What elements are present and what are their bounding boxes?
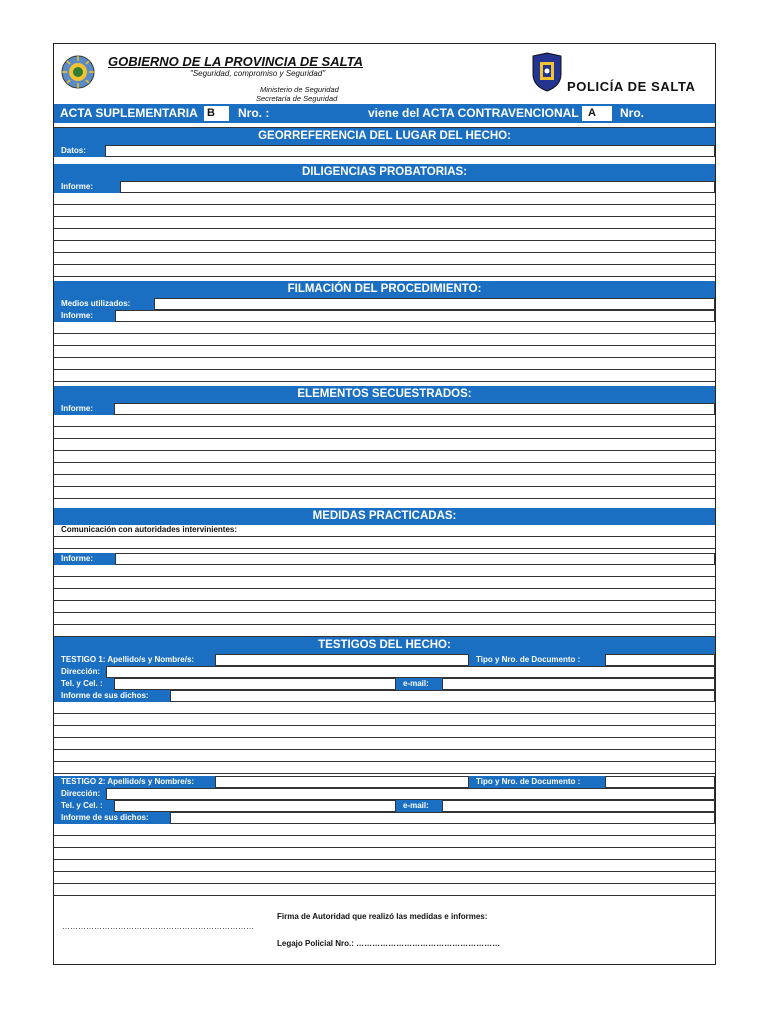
blank-line[interactable] <box>54 475 715 487</box>
blank-line[interactable] <box>54 537 715 549</box>
blank-line[interactable] <box>54 738 715 750</box>
acta-nro2-label: Nro. <box>620 106 644 120</box>
elementos-informe-row <box>54 403 715 415</box>
acta-suplementaria-field[interactable]: B <box>204 106 229 121</box>
testigo2-dichos-label: Informe de sus dichos: <box>54 812 170 824</box>
testigo2-direccion-label: Dirección: <box>54 788 106 800</box>
signature-dotted-line[interactable]: ……………………………………………………………… <box>62 922 254 931</box>
testigo1-direccion-field[interactable] <box>106 666 715 678</box>
medidas-informe-label: Informe: <box>54 553 115 565</box>
blank-line[interactable] <box>54 253 715 265</box>
blank-line[interactable] <box>54 836 715 848</box>
testigo2-tel-row <box>54 800 715 812</box>
motto: "Seguridad, compromiso y Seguridad" <box>190 69 326 78</box>
blank-line[interactable] <box>54 193 715 205</box>
firma-label: Firma de Autoridad que realizó las medidas e informes: <box>277 912 488 921</box>
section-gap <box>54 499 715 508</box>
testigo1-dichos-row <box>54 690 715 702</box>
testigo2-doc-label: Tipo y Nro. de Documento : <box>469 776 605 788</box>
blank-line[interactable] <box>54 613 715 625</box>
testigo1-name-row <box>54 654 715 666</box>
blank-line[interactable] <box>54 577 715 589</box>
secretariat-label: Secretaría de Seguridad <box>256 94 338 103</box>
ministry-label: Ministerio de Seguridad <box>260 85 339 94</box>
medidas-informe-row <box>54 553 715 565</box>
testigo1-tel-field[interactable] <box>114 678 396 690</box>
acta-contravencional-field[interactable]: A <box>582 106 612 121</box>
filmacion-informe-row <box>54 310 715 322</box>
blank-line[interactable] <box>54 589 715 601</box>
blank-line[interactable] <box>54 884 715 896</box>
diligencias-informe-row <box>54 181 715 193</box>
testigo2-direccion-row <box>54 788 715 800</box>
georef-title: GEORREFERENCIA DEL LUGAR DEL HECHO: <box>54 128 715 145</box>
blank-line[interactable] <box>54 487 715 499</box>
medidas-informe-field[interactable] <box>115 553 715 565</box>
testigo1-email-field[interactable] <box>442 678 715 690</box>
testigo1-doc-label: Tipo y Nro. de Documento : <box>469 654 605 666</box>
testigo2-email-label: e-mail: <box>396 800 442 812</box>
blank-line[interactable] <box>54 463 715 475</box>
testigo1-doc-field[interactable] <box>605 654 715 666</box>
blank-line[interactable] <box>54 217 715 229</box>
blank-line[interactable] <box>54 750 715 762</box>
testigo1-email-label: e-mail: <box>396 678 442 690</box>
blank-line[interactable] <box>54 265 715 277</box>
blank-line[interactable] <box>54 824 715 836</box>
filmacion-informe-field[interactable] <box>115 310 715 322</box>
testigo1-dichos-label: Informe de sus dichos: <box>54 690 170 702</box>
blank-line[interactable] <box>54 860 715 872</box>
testigo2-tel-label: Tel. y Cel. : <box>54 800 114 812</box>
testigos-title: TESTIGOS DEL HECHO: <box>54 637 715 654</box>
comunicacion <box>54 525 715 537</box>
blank-line[interactable] <box>54 451 715 463</box>
testigo1-direccion-label: Dirección: <box>54 666 106 678</box>
government-title: GOBIERNO DE LA PROVINCIA DE SALTA <box>108 54 363 69</box>
blank-line[interactable] <box>54 229 715 241</box>
testigo2-dichos-field[interactable] <box>170 812 715 824</box>
blank-line[interactable] <box>54 872 715 884</box>
blank-line[interactable] <box>54 625 715 637</box>
testigo2-dichos-row <box>54 812 715 824</box>
testigo2-name-row <box>54 776 715 788</box>
blank-line[interactable] <box>54 702 715 714</box>
testigo2-doc-field[interactable] <box>605 776 715 788</box>
blank-line[interactable] <box>54 714 715 726</box>
testigo1-tel-label: Tel. y Cel. : <box>54 678 114 690</box>
filmacion-title: FILMACIÓN DEL PROCEDIMIENTO: <box>54 281 715 298</box>
blank-line[interactable] <box>54 848 715 860</box>
blank-line[interactable] <box>54 322 715 334</box>
blank-line[interactable] <box>54 358 715 370</box>
testigo1-dichos-field[interactable] <box>170 690 715 702</box>
police-title: POLICÍA DE SALTA <box>567 79 696 94</box>
blank-line[interactable] <box>54 726 715 738</box>
police-shield-icon <box>530 52 564 92</box>
testigo1-tel-row <box>54 678 715 690</box>
blank-line[interactable] <box>54 427 715 439</box>
datos-label: Datos: <box>54 145 105 157</box>
form-header <box>54 44 715 103</box>
acta-nro-label: Nro. : <box>238 106 270 120</box>
testigo2-direccion-field[interactable] <box>106 788 715 800</box>
blank-line[interactable] <box>54 205 715 217</box>
testigo1-name-field[interactable] <box>215 654 469 666</box>
testigo2-name-label: TESTIGO 2: Apellido/s y Nombre/s: <box>54 776 215 788</box>
blank-line[interactable] <box>54 565 715 577</box>
medios-label: Medios utilizados: <box>54 298 154 310</box>
legajo-label[interactable]: Legajo Policial Nro.: ……………………………………………… <box>277 939 501 948</box>
elementos-informe-field[interactable] <box>114 403 715 415</box>
blank-line[interactable] <box>54 415 715 427</box>
testigo2-tel-field[interactable] <box>114 800 396 812</box>
province-emblem-icon <box>60 52 96 92</box>
viene-label: viene del ACTA CONTRAVENCIONAL <box>368 106 579 120</box>
comunicacion-label: Comunicación con autoridades intervinientes: <box>61 525 238 534</box>
blank-line[interactable] <box>54 439 715 451</box>
acta-row <box>54 104 715 123</box>
medios-row <box>54 298 715 310</box>
testigo1-name-label: TESTIGO 1: Apellido/s y Nombre/s: <box>54 654 215 666</box>
acta-suplementaria-label: ACTA SUPLEMENTARIA <box>60 106 198 120</box>
datos-row <box>54 145 715 157</box>
elementos-informe-label: Informe: <box>54 403 114 415</box>
testigo1-direccion-row <box>54 666 715 678</box>
diligencias-informe-field[interactable] <box>120 181 715 193</box>
blank-line[interactable] <box>54 370 715 382</box>
elementos-title: ELEMENTOS SECUESTRADOS: <box>54 386 715 403</box>
testigo2-email-field[interactable] <box>442 800 715 812</box>
blank-line[interactable] <box>54 334 715 346</box>
medios-field[interactable] <box>154 298 715 310</box>
blank-line[interactable] <box>54 346 715 358</box>
blank-line[interactable] <box>54 762 715 774</box>
filmacion-informe-label: Informe: <box>54 310 115 322</box>
diligencias-informe-label: Informe: <box>54 181 120 193</box>
datos-field[interactable] <box>105 145 715 157</box>
acta-form <box>53 43 716 965</box>
testigo2-name-field[interactable] <box>215 776 469 788</box>
blank-line[interactable] <box>54 241 715 253</box>
blank-line[interactable] <box>54 601 715 613</box>
diligencias-title: DILIGENCIAS PROBATORIAS: <box>54 164 715 181</box>
medidas-title: MEDIDAS PRACTICADAS: <box>54 508 715 525</box>
section-gap <box>54 157 715 164</box>
